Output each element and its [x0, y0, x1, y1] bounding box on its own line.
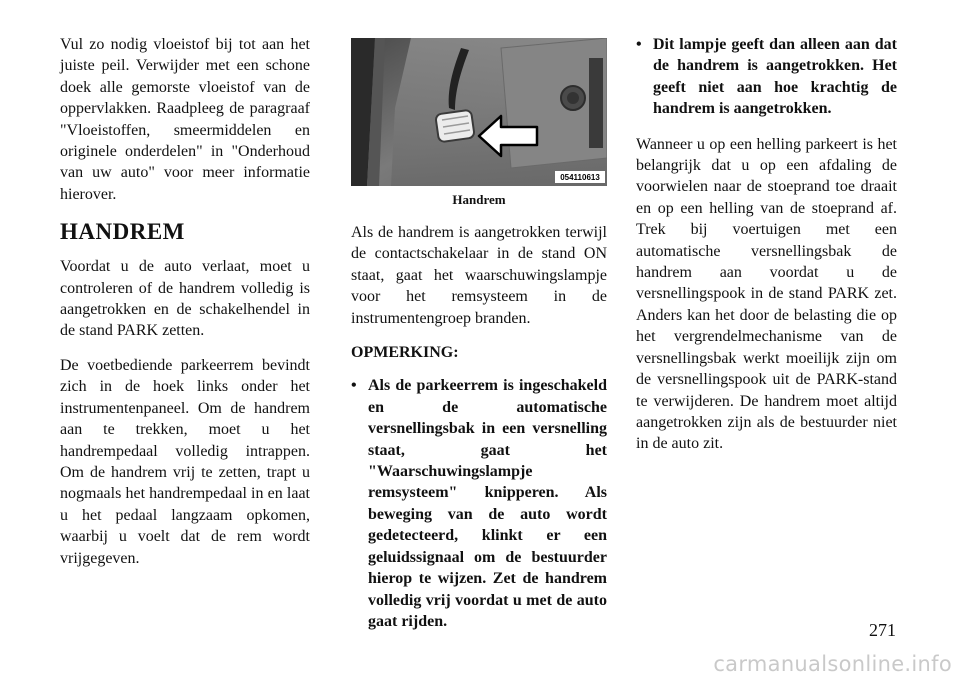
note-bullet-1-text: Als de parkeerrem is ingeschakeld en de automatische versnellingsbak in een versnelling staat, gaat het "Waarschuwingslampje remsysteem" knipperen. Als beweging van de auto wordt gedetecteerd, klinkt er een geluidssignaal om de bestuurder hierop te wijzen. Zet de handrem volledig vrij voordat u met de auto gaat rijden.	[368, 377, 607, 630]
note-bullet-list-continued	[636, 34, 897, 120]
section-heading-handrem: HANDREM	[60, 219, 185, 245]
middle-column	[351, 34, 607, 646]
note-label: OPMERKING:	[351, 344, 459, 362]
figure-caption: Handrem	[452, 192, 506, 207]
warning-light-paragraph: Als de handrem is aangetrokken terwijl de contactschakelaar in de stand ON staat, gaat het waarschuwingslampje voor het remsysteem in de instrumentengroep branden.	[351, 224, 607, 327]
note-bullet-list	[351, 375, 607, 632]
left-column	[60, 34, 310, 582]
note-bullet-2-text: Dit lampje geeft dan alleen aan dat de handrem is aangetrokken. Het geeft niet aan hoe krachtig de handrem is aangetrokken.	[653, 36, 897, 118]
note-bullet-2	[636, 34, 897, 120]
intro-paragraph: Vul zo nodig vloeistof bij tot aan het juiste peil. Verwijder met een schone doek alle gemorste vloeistof van de oppervlakken. Raadpleeg de paragraaf "Vloeistoffen, smeermiddelen en originele onderdelen" in "Onderhoud van uw auto" voor meer informatie hierover.	[60, 36, 310, 203]
bullet-dot-icon: •	[351, 377, 357, 395]
page-number: 271	[869, 620, 896, 640]
handrem-figure	[351, 38, 607, 186]
handrem-paragraph-2: De voetbediende parkeerrem bevindt zich in de hoek links onder het instrumentenpaneel. Om de handrem aan te trekken, moet u het handrempedaal volledig intrappen. Om de handrem vrij te zetten, trapt u nogmaals het handrempedaal in en laat u het pedaal langzaam opkomen, waarbij u voelt dat de rem wordt vrijgegeven.	[60, 356, 310, 567]
parking-on-slope-paragraph: Wanneer u op een helling parkeert is het belangrijk dat u op een afdaling de voorwielen naar de stoeprand toe draait en op een helling van de stoeprand af. Trek bij voertuigen met een automatische versnellingsbak de handrem aan voordat u de versnellingspook in de stand PARK zet. Anders kan het door de belasting die op het vergrendelmechanisme van de versnellingsbak werkt moeilijk zijn om de versnellingspook uit de PARK-stand te verwijderen. De handrem moet altijd aangetrokken zijn als de bestuurder niet in de auto zit.	[636, 135, 897, 453]
right-column	[636, 34, 897, 468]
figure-code: 054110613	[560, 173, 600, 182]
handrem-paragraph-1: Voordat u de auto verlaat, moet u controleren of de handrem volledig is aangetrokken en de schakelhendel in de stand PARK zetten.	[60, 258, 310, 340]
watermark: carmanualsonline.info	[713, 652, 952, 676]
note-bullet-1	[351, 375, 607, 632]
handbrake-pedal-illustration	[351, 38, 607, 186]
bullet-dot-icon: •	[636, 36, 642, 53]
